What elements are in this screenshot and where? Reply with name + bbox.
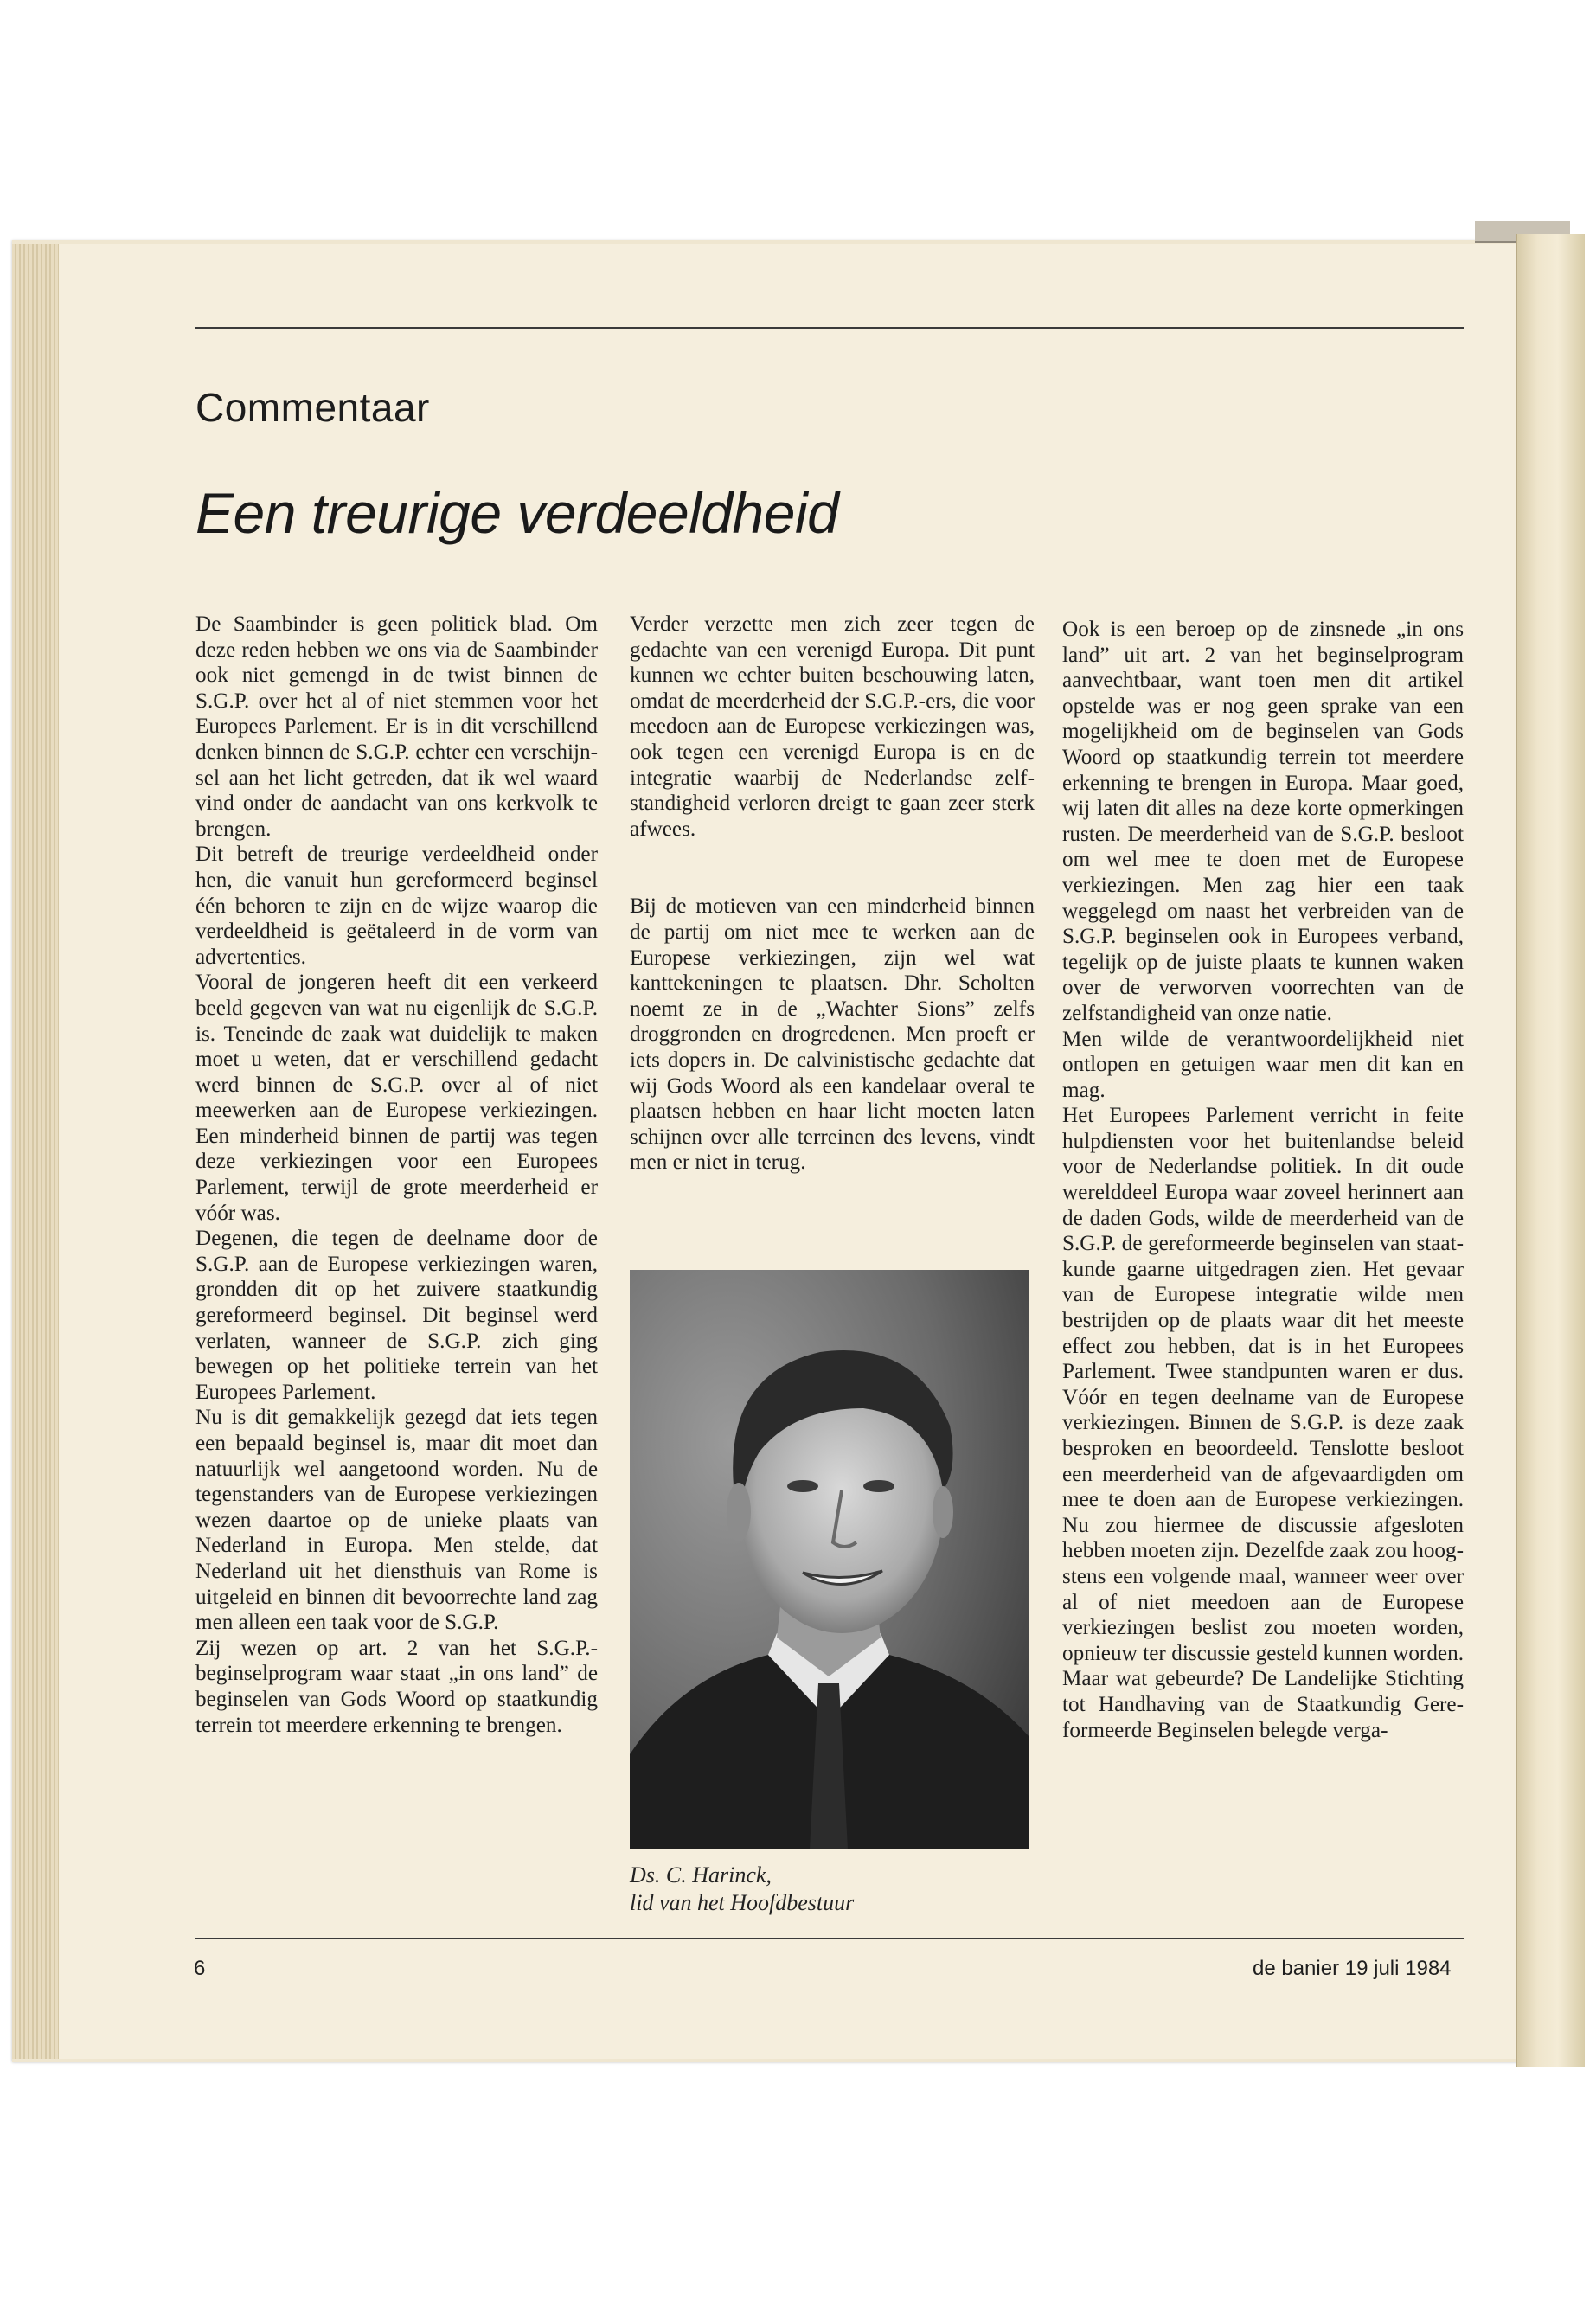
paragraph: Ook is een beroep op de zinsnede „in ons land” uit art. 2 van het beginselprogram aanvechtbaar, want toen men dit artikel opstelde was er nog geen sprake van een mogelijkheid om de beginselen van Gods Woord op staatkundig terrein tot meerdere erkenning te brengen in Europa. Maar goed, wij laten dit alles na deze korte opmerkingen rusten. De meerderheid van de S.G.P. besloot om wel mee te doen met de Europese verkiezingen. Men zag hier een taak weggelegd om naast het verbreiden van de S.G.P. beginselen ook in Europees verband, tegelijk op de juiste plaats te kunnen waken over de verworven voorrechten van de zelfstandigheid van onze natie. — [1062, 618, 1464, 1025]
paragraph: Degenen, die tegen de deelname door de S.G.P. aan de Europese verkiezingen waren, grondden dit op het zuivere staatkundig gereformeerd beginsel. Dit beginsel werd verlaten, wanneer de S.G.P. zich ging bewegen op het politieke terrein van het Europees Parlement. — [195, 1227, 598, 1404]
paragraph: Bij de motieven van een minderheid binnen de partij om niet mee te werken aan de Europese verkiezingen, zijn wel wat kanttekeningen te plaatsen. Dhr. Scholten noemt ze in de „Wachter Sions” zelfs droggronden en drogredenen. Men proeft er iets dopers in. De calvinistische gedachte dat wij Gods Woord als een kandelaar overal te plaatsen hebben en haar licht moeten laten schijnen over alle terreinen des levens, vindt men er niet in terug. — [630, 894, 1035, 1175]
page-number: 6 — [194, 1957, 206, 1980]
book-spine — [1516, 234, 1585, 2067]
section-title: Commentaar — [195, 385, 430, 430]
paragraph: De Saambinder is geen politiek blad. Om deze reden hebben we ons via de Saambinder ook niet gemengd in de twist binnen de S.G.P. over het al of niet stemmen voor het Europees Parlement. Er is in dit verschillend denken binnen de S.G.P. echter een verschijnsel aan het licht getreden, dat ik wel waard vind onder de aandacht van ons kerkvolk te brengen. — [195, 612, 598, 841]
article-column-1 — [195, 612, 598, 1738]
page-stack-edge — [12, 244, 59, 2059]
paragraph: Vooral de jongeren heeft dit een verkeerd beeld gegeven van wat nu eigenlijk de S.G.P. is. Teneinde de zaak wat duidelijk te maken moet u weten, dat er verschillend gedacht werd binnen de S.G.P. over al of niet meewerken aan de Europese verkiezingen. Een minderheid binnen de partij was tegen deze verkiezingen voor een Europees Parlement, terwijl de grote meerderheid er vóór was. — [195, 971, 598, 1225]
paragraph: Het Europees Parlement verricht in feite hulpdiensten voor het buitenlandse beleid voor de Nederlandse politiek. In dit oude werelddeel Europa waar zoveel herinnert aan de daden Gods, wilde de meerderheid van de S.G.P. de gereformeerde beginselen van staatkunde gaarne uitgedragen zien. Het gevaar van de Europese integratie wilde men bestrijden op de plaats waar dit het meeste effect zou hebben, dat is in het Europees Parlement. Twee standpunten waren er dus. Vóór en tegen deelname van de Europese verkiezingen. Binnen de S.G.P. is deze zaak besproken en beoordeeld. Tenslotte besloot een meerderheid van de afgevaardigden om mee te doen aan de Europese verkiezingen. Nu zou hiermee de discussie afgesloten hebben moeten zijn. Dezelfde zaak zou hoogstens een volgende maal, wanneer weer over al of niet meedoen aan de Europese verkiezingen beslist zou moeten worden, opnieuw ter discussie gesteld kunnen worden. Maar wat gebeurde? De Landelijke Stichting tot Handhaving van de Staatkundig Gereformeerde Beginselen belegde verga- — [1062, 1104, 1464, 1742]
paragraph: Dit betreft de treurige verdeeldheid onder hen, die vanuit hun gereformeerd beginsel één behoren te zijn en de wijze waarop die verdeeldheid is geëtaleerd in de vorm van advertenties. — [195, 843, 598, 969]
paragraph: Nu is dit gemakkelijk gezegd dat iets tegen een bepaald beginsel is, maar dit moet dan natuurlijk wel aangetoond worden. Nu de tegenstanders van de Europese verkiezingen wezen daartoe op de unieke plaats van Nederland in Europa. Men stelde, dat Nederland uit het diensthuis van Rome is uitgeleid en binnen dit bevoorrechte land zag men alleen een taak voor de S.G.P. — [195, 1406, 598, 1635]
portrait-photo — [630, 1270, 1029, 1849]
article-headline: Een treurige verdeeldheid — [195, 481, 839, 545]
paragraph: Men wilde de verantwoordelijkheid niet ontlopen en getuigen waar men dit kan en mag. — [1062, 1027, 1464, 1102]
photo-caption — [630, 1862, 854, 1917]
caption-line-2: lid van het Hoofdbestuur — [630, 1890, 855, 1915]
bottom-rule — [195, 1938, 1464, 1939]
caption-line-1: Ds. C. Harinck, — [630, 1862, 772, 1888]
paragraph: Zij wezen op art. 2 van het S.G.P.-beginselprogram waar staat „in ons land” de beginselen van Gods Woord op staatkundig terrein tot meerdere erkenning te brengen. — [195, 1636, 598, 1737]
paragraph: Verder verzette men zich zeer tegen de gedachte van een verenigd Europa. Dit punt kunnen we echter buiten beschouwing laten, omdat de meerderheid der S.G.P.-ers, die voor meedoen aan de Europese verkiezingen was, ook tegen een verenigd Europa is en de integratie waarbij de Nederlandse zelfstandigheid verloren dreigt te gaan zeer sterk afwees. — [630, 612, 1035, 841]
top-rule — [195, 327, 1464, 329]
running-footer: de banier 19 juli 1984 — [1253, 1957, 1452, 1980]
article-column-2 — [630, 612, 1035, 1176]
article-column-3 — [1062, 617, 1464, 1743]
portrait-icon — [630, 1270, 1029, 1849]
